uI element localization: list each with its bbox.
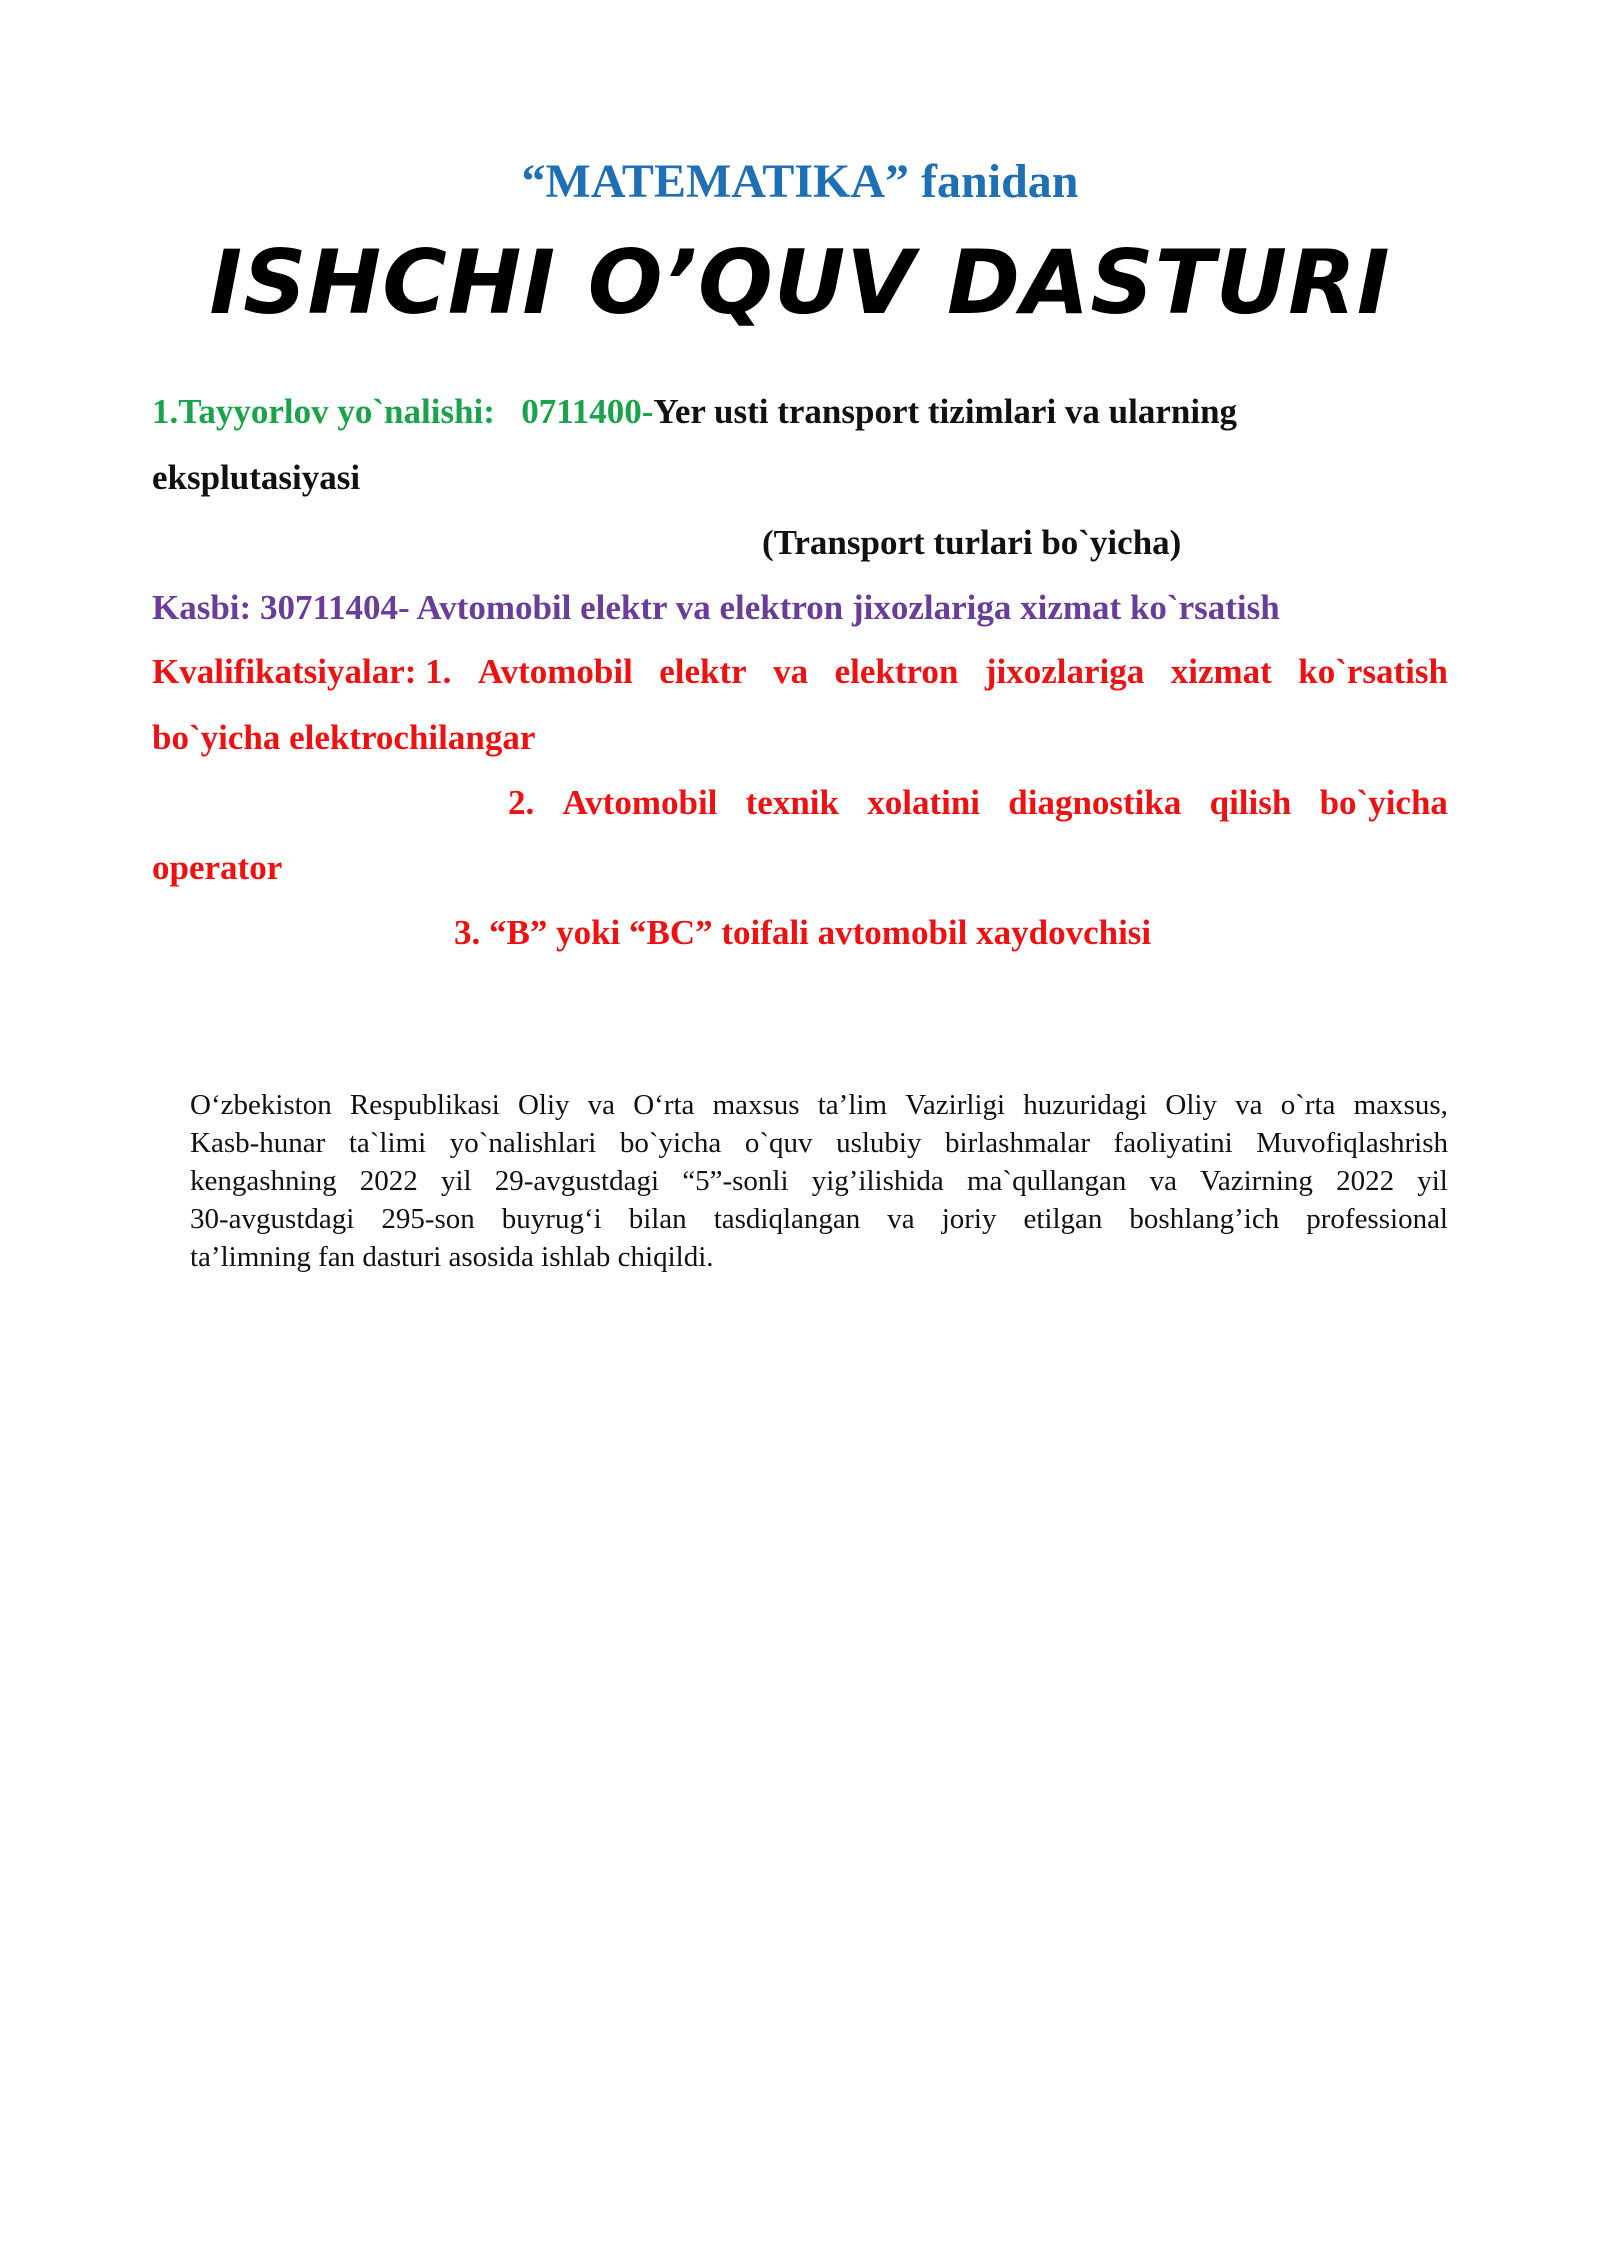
word: diagnostika: [1008, 783, 1182, 822]
document-title: ISHCHI O’QUV DASTURI: [209, 231, 1391, 334]
word: 295-son: [381, 1203, 475, 1235]
word: bo`yicha: [1319, 783, 1448, 822]
word: 29-avgustdagi: [494, 1165, 660, 1197]
word: va: [773, 652, 809, 691]
word: Vazirning: [1200, 1165, 1313, 1197]
word: boshlang’ich: [1129, 1203, 1280, 1235]
word: ko`rsatish: [1298, 652, 1448, 691]
word: va: [887, 1203, 915, 1235]
word: Oliy: [517, 1089, 570, 1121]
qualification-label: Kvalifikatsiyalar: 1.: [152, 652, 452, 691]
word: ma`qullangan: [966, 1165, 1127, 1197]
word: ta`limi: [348, 1127, 427, 1159]
word: O‘rta: [633, 1089, 695, 1121]
direction-name-continued: eksplutasiyasi: [152, 458, 361, 497]
approval-line-2: [190, 1124, 1448, 1162]
word: Oliy: [1165, 1089, 1217, 1121]
word: Avtomobil: [562, 783, 718, 822]
word: Respublikasi: [349, 1089, 500, 1121]
word: maxsus,: [1353, 1089, 1448, 1121]
word: 2.: [508, 783, 535, 822]
word: xizmat: [1170, 652, 1272, 691]
approval-line-5: ta’limning fan dasturi asosida ishlab chiqildi.: [190, 1241, 714, 1273]
word: va: [1149, 1165, 1177, 1197]
word: professional: [1306, 1203, 1448, 1235]
word: tasdiqlangan: [713, 1203, 861, 1235]
word: o`rta: [1280, 1089, 1336, 1121]
word: va: [587, 1089, 616, 1121]
word: elektr: [659, 652, 747, 691]
word: Avtomobil: [477, 652, 633, 691]
word: 2022: [359, 1165, 418, 1197]
approval-line-1: [190, 1086, 1448, 1124]
word: 2022: [1336, 1165, 1395, 1197]
word: kengashning: [190, 1165, 337, 1197]
word: faoliyatini: [1113, 1127, 1233, 1159]
word: yil: [1417, 1165, 1448, 1197]
word: ta’lim: [817, 1089, 888, 1121]
word: bilan: [628, 1203, 687, 1235]
word: Kasb-hunar: [190, 1127, 326, 1159]
direction-note: (Transport turlari bo`yicha): [762, 523, 1182, 562]
word: “5”-sonli: [682, 1165, 789, 1197]
word: o`quv: [744, 1127, 813, 1159]
word: yil: [440, 1165, 472, 1197]
approval-line-4: [190, 1200, 1448, 1238]
word: 30-avgustdagi: [190, 1203, 355, 1235]
direction-name: Yer usti transport tizimlari va ularning: [653, 392, 1238, 431]
word: huzuridagi: [1023, 1089, 1148, 1121]
word: xolatini: [867, 783, 981, 822]
qualification-1-continued: bo`yicha elektrochilangar: [152, 718, 536, 757]
word: qilish: [1209, 783, 1292, 822]
word: Vazirligi: [905, 1089, 1006, 1121]
word: uslubiy: [836, 1127, 922, 1159]
subject-heading: “MATEMATIKA” fanidan: [521, 155, 1079, 208]
word: etilgan: [1023, 1203, 1103, 1235]
word: birlashmalar: [945, 1127, 1090, 1159]
word: va: [1235, 1089, 1263, 1121]
qualification-2-line: [508, 781, 1448, 825]
word: O‘zbekiston: [190, 1089, 332, 1121]
word: yo`nalishlari: [449, 1127, 597, 1159]
word: jixozlariga: [984, 652, 1145, 691]
word: buyrug‘i: [501, 1203, 602, 1235]
word: yig’ilishida: [811, 1165, 944, 1197]
profession-line: Kasbi: 30711404- Avtomobil elektr va elektron jixozlariga xizmat ko`rsatish: [152, 588, 1280, 627]
word: bo`yicha: [619, 1127, 722, 1159]
word: elektron: [834, 652, 959, 691]
direction-code: 0711400-: [521, 392, 654, 431]
approval-line-3: [190, 1162, 1448, 1200]
direction-line: [152, 390, 1237, 434]
approval-paragraph: [190, 1086, 1448, 1276]
qualification-2-continued: operator: [152, 848, 283, 887]
word: Muvofiqlashrish: [1256, 1127, 1448, 1159]
direction-label: 1.Tayyorlov yo`nalishi:: [152, 392, 495, 431]
qualification-1-line: [152, 650, 1448, 694]
word: texnik: [745, 783, 839, 822]
qualification-3-line: 3. “B” yoki “BC” toifali avtomobil xaydovchisi: [454, 913, 1152, 952]
word: maxsus: [712, 1089, 800, 1121]
word: joriy: [941, 1203, 997, 1235]
